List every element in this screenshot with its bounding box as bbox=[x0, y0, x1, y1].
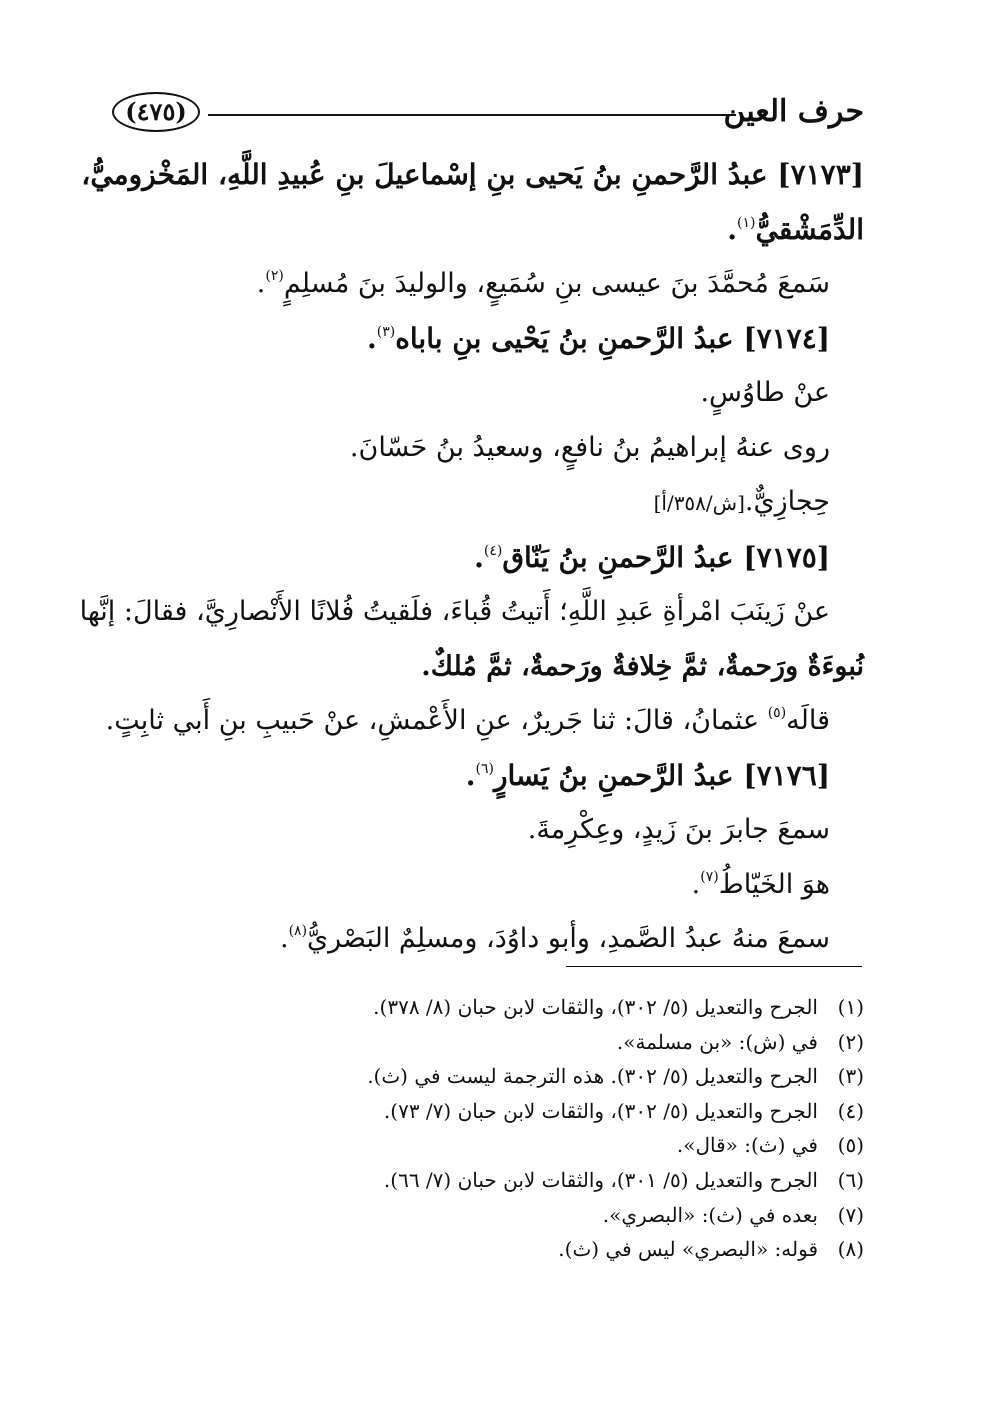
entry-line-text: عثمانُ، قالَ: ثنا جَريرٌ، عنِ الأَعْمشِ، عنْ حَبيبِ بنِ أَبي ثابِتٍ. bbox=[105, 705, 768, 736]
footnote-ref[interactable]: (٣) bbox=[376, 323, 396, 340]
footnote bbox=[116, 1198, 864, 1233]
footnote-number: (٢) bbox=[837, 1029, 864, 1054]
entry-heading-continued bbox=[116, 203, 864, 258]
footnotes bbox=[116, 990, 864, 1267]
footnote bbox=[116, 1094, 864, 1129]
manuscript-ref: [ش/٣٥٨/أ] bbox=[653, 491, 745, 515]
footnote bbox=[116, 1163, 864, 1198]
chapter-title: حرف العين bbox=[723, 94, 864, 129]
entry-heading-text: [٧١٧٤] عبدُ الرَّحمنِ بنُ يَحْيى بنِ باباه bbox=[395, 321, 830, 355]
entry-line-text: سمعَ جابرَ بنَ زَيدٍ، وعِكْرِمةَ. bbox=[527, 814, 830, 845]
punctuation: . bbox=[474, 540, 484, 574]
header-rule bbox=[208, 114, 736, 116]
footnote-text: في (ش): «بن مسلمة». bbox=[616, 1029, 818, 1054]
entry-line-text: حِجازِيٌّ. bbox=[744, 486, 830, 517]
entry-heading-text: [٧١٧٥] عبدُ الرَّحمنِ بنُ يَنّاق bbox=[502, 540, 830, 574]
footnote-number: (٤) bbox=[837, 1098, 864, 1123]
footnote-number: (٦) bbox=[837, 1167, 864, 1192]
footnote bbox=[116, 990, 864, 1025]
entry-line bbox=[105, 694, 864, 749]
footnote-ref[interactable]: (٨) bbox=[288, 923, 308, 939]
entry-line-text: سَمعَ مُحمَّدَ بنَ عيسى بنِ سُمَيعٍ، والوليدَ بنَ مُسلِمٍ bbox=[283, 268, 830, 299]
punctuation: . bbox=[727, 212, 738, 246]
entry-line bbox=[79, 585, 864, 640]
footnote-ref[interactable]: (٧) bbox=[700, 868, 719, 885]
entry-heading bbox=[116, 531, 864, 586]
footnote-number: (٣) bbox=[837, 1064, 864, 1089]
punctuation: . bbox=[691, 868, 701, 900]
page-number: (٤٧٥) bbox=[112, 92, 200, 132]
footnote-number: (٥) bbox=[837, 1133, 864, 1158]
entry-heading bbox=[116, 749, 864, 804]
footnote-text: في (ث): «قال». bbox=[676, 1133, 818, 1158]
entry-line bbox=[116, 912, 864, 967]
page-header bbox=[112, 86, 864, 142]
entry-line bbox=[116, 858, 864, 913]
footnote-number: (١) bbox=[837, 995, 864, 1019]
entry-line-text: هوَ الخَيّاطُ bbox=[718, 868, 830, 900]
footnote-text: الجرح والتعديل (٥/ ٣٠١)، والثقات لابن حبان (٧/ ٦٦). bbox=[383, 1167, 818, 1192]
entry-heading-text: الدِّمَشْقيُّ bbox=[755, 212, 864, 246]
entry-line bbox=[116, 421, 864, 476]
footnote-text: الجرح والتعديل (٥/ ٣٠٢)، والثقات لابن حبان (٨/ ٣٧٨). bbox=[373, 995, 818, 1019]
footnote-ref[interactable]: (٤) bbox=[483, 542, 503, 559]
footnote bbox=[116, 1128, 864, 1163]
footnote bbox=[116, 1025, 864, 1060]
punctuation: . bbox=[279, 923, 289, 954]
entry-line bbox=[116, 257, 864, 312]
footnote-ref[interactable]: (٦) bbox=[475, 760, 494, 777]
entry-line-text: عنْ زَينَبَ امْرأةِ عَبدِ اللَّهِ؛ أَتيتُ قُباءَ، فلَقيتُ فُلانًا الأَنْصارِيَّ، فقالَ: إنَّها bbox=[79, 596, 830, 627]
entry-line-text: نُبوءَةٌ ورَحمةٌ، ثمَّ خِلافةٌ ورَحمةٌ، ثمَّ مُلكٌ. bbox=[421, 650, 864, 682]
footnote bbox=[116, 1232, 864, 1267]
entry-line-text: سمعَ منهُ عبدُ الصَّمدِ، وأبو داوُدَ، ومسلِمٌ البَصْريُّ bbox=[307, 923, 830, 954]
footnote-number: (٧) bbox=[837, 1202, 864, 1227]
footnote-ref[interactable]: (٢) bbox=[265, 268, 284, 284]
entry-line-text: روى عنهُ إبراهيمُ بنُ نافعٍ، وسعيدُ بنُ حَسّانَ. bbox=[349, 431, 830, 463]
entry-line bbox=[116, 640, 864, 695]
punctuation: . bbox=[256, 268, 266, 299]
entry-line bbox=[116, 475, 864, 531]
entry-heading-text: [٧١٧٣] عبدُ الرَّحمنِ بنُ يَحيى بنِ إسْماعيلَ بنِ عُبيدِ اللَّهِ، المَخْزوميُّ، bbox=[81, 158, 864, 191]
footnote-ref[interactable]: (٥) bbox=[767, 705, 787, 721]
footnote-text: الجرح والتعديل (٥/ ٣٠٢)، والثقات لابن حبان (٧/ ٧٣). bbox=[383, 1098, 818, 1123]
footnote-text: الجرح والتعديل (٥/ ٣٠٢). هذه الترجمة ليست في (ث). bbox=[367, 1064, 818, 1089]
entry-line-text: قالَه bbox=[786, 705, 830, 736]
footnote-separator bbox=[566, 966, 862, 967]
entry-heading bbox=[81, 148, 864, 203]
footnote-number: (٨) bbox=[837, 1237, 864, 1262]
main-text bbox=[79, 148, 864, 967]
entry-heading bbox=[116, 312, 864, 367]
entry-line bbox=[116, 803, 864, 858]
entry-line-text: عنْ طاوُسٍ. bbox=[700, 377, 830, 408]
footnote-text: بعده في (ث): «البصري». bbox=[602, 1202, 818, 1227]
punctuation: . bbox=[367, 321, 377, 355]
footnote-text: قوله: «البصري» ليس في (ث). bbox=[558, 1237, 818, 1262]
footnote-ref[interactable]: (١) bbox=[737, 214, 756, 231]
entry-heading-text: [٧١٧٦] عبدُ الرَّحمنِ بنُ يَسارٍ bbox=[493, 758, 830, 792]
entry-line bbox=[116, 366, 864, 421]
punctuation: . bbox=[465, 758, 476, 792]
footnote bbox=[116, 1059, 864, 1094]
